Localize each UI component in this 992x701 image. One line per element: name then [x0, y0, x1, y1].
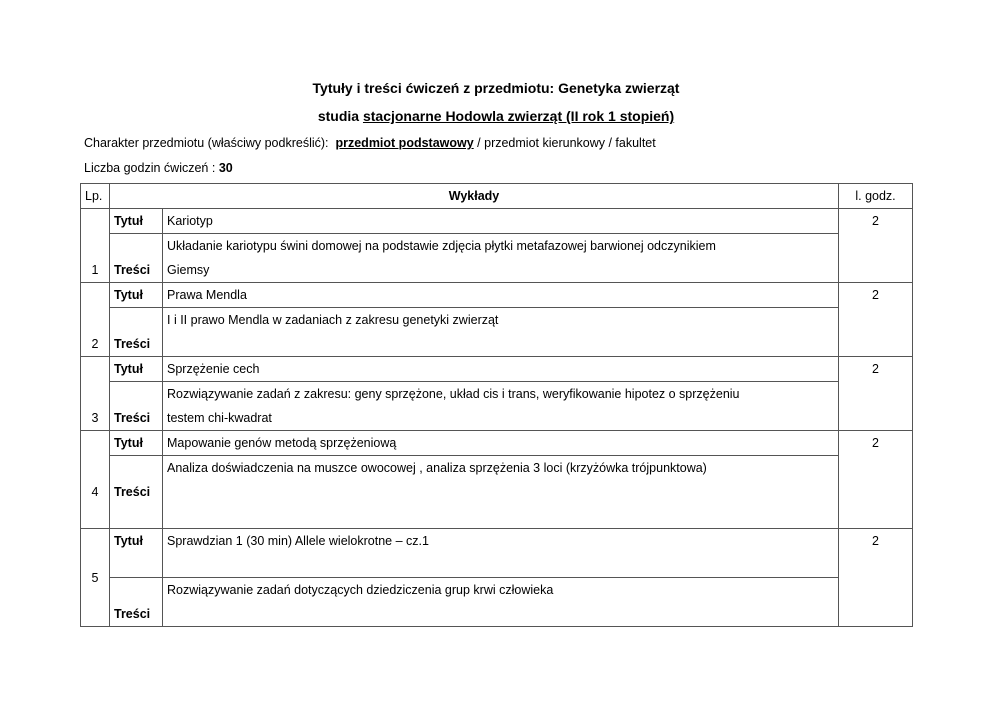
- title-label: Tytuł: [110, 209, 163, 234]
- table-row: [81, 529, 913, 578]
- row-title: Kariotyp: [163, 209, 839, 234]
- row-hours: 2: [839, 283, 913, 357]
- row-content: [163, 308, 839, 357]
- table-row-content: [81, 578, 913, 627]
- row-content: [163, 234, 839, 283]
- content-label: Treści: [110, 456, 163, 529]
- course-character-selected: przedmiot podstawowy: [335, 136, 474, 150]
- header-lectures: Wykłady: [110, 184, 839, 209]
- row-content-line: testem chi-kwadrat: [167, 411, 272, 425]
- row-title: Prawa Mendla: [163, 283, 839, 308]
- row-title: Mapowanie genów metodą sprzężeniową: [163, 431, 839, 456]
- title-label: Tytuł: [110, 357, 163, 382]
- content-label: Treści: [110, 578, 163, 627]
- row-content: [163, 578, 839, 627]
- title-label: Tytuł: [110, 431, 163, 456]
- subtitle-study-mode: stacjonarne Hodowla zwierząt (II rok 1 stopień): [362, 108, 675, 124]
- row-content-line: Rozwiązywanie zadań z zakresu: geny sprzężone, układ cis i trans, weryfikowanie hipotez o sprzężeniu: [167, 387, 740, 401]
- row-hours: 2: [839, 529, 913, 627]
- table-row-content: [81, 234, 913, 283]
- exercise-hours-label: Liczba godzin ćwiczeń :: [84, 161, 216, 175]
- subtitle-prefix: studia: [317, 108, 360, 124]
- table-row: [81, 283, 913, 308]
- row-content-line: I i II prawo Mendla w zadaniach z zakresu genetyki zwierząt: [167, 313, 499, 327]
- row-number: 4: [81, 431, 110, 529]
- exercise-table: [80, 183, 913, 627]
- table-row: [81, 357, 913, 382]
- row-hours: 2: [839, 209, 913, 283]
- row-content-line: Analiza doświadczenia na muszce owocowej , analiza sprzężenia 3 loci (krzyżówka trójpunktowa): [167, 461, 707, 475]
- table-row: [81, 431, 913, 456]
- row-content-line: Giemsy: [167, 263, 210, 277]
- content-label: Treści: [110, 382, 163, 431]
- row-content-line: Układanie kariotypu świni domowej na podstawie zdjęcia płytki metafazowej barwionej odczynikiem: [167, 239, 716, 253]
- content-label: Treści: [110, 308, 163, 357]
- row-number: 3: [81, 357, 110, 431]
- header-lp: Lp.: [81, 184, 110, 209]
- table-row-content: [81, 456, 913, 529]
- row-title: Sprzężenie cech: [163, 357, 839, 382]
- title-label: Tytuł: [110, 529, 163, 578]
- row-content: [163, 382, 839, 431]
- table-row-content: [81, 382, 913, 431]
- row-content-line: Rozwiązywanie zadań dotyczących dziedziczenia grup krwi człowieka: [167, 583, 554, 597]
- row-number: 5: [81, 529, 110, 627]
- title-label: Tytuł: [110, 283, 163, 308]
- exercise-hours-line: [84, 160, 233, 176]
- row-content: [163, 456, 839, 529]
- course-character-options: / przedmiot kierunkowy / fakultet: [477, 136, 656, 150]
- document-subtitle: [0, 107, 992, 125]
- course-character-line: [84, 135, 656, 151]
- table-header-row: [81, 184, 913, 209]
- row-hours: 2: [839, 431, 913, 529]
- exercise-hours-value: 30: [218, 161, 233, 175]
- row-title: Sprawdzian 1 (30 min) Allele wielokrotne – cz.1: [163, 529, 839, 578]
- header-hours: l. godz.: [839, 184, 913, 209]
- course-character-label: Charakter przedmiotu (właściwy podkreślić):: [84, 136, 329, 150]
- row-number: 1: [81, 209, 110, 283]
- document-title: Tytuły i treści ćwiczeń z przedmiotu: Genetyka zwierząt: [312, 80, 680, 96]
- row-number: 2: [81, 283, 110, 357]
- row-hours: 2: [839, 357, 913, 431]
- table-row-content: [81, 308, 913, 357]
- content-label: Treści: [110, 234, 163, 283]
- table-row: [81, 209, 913, 234]
